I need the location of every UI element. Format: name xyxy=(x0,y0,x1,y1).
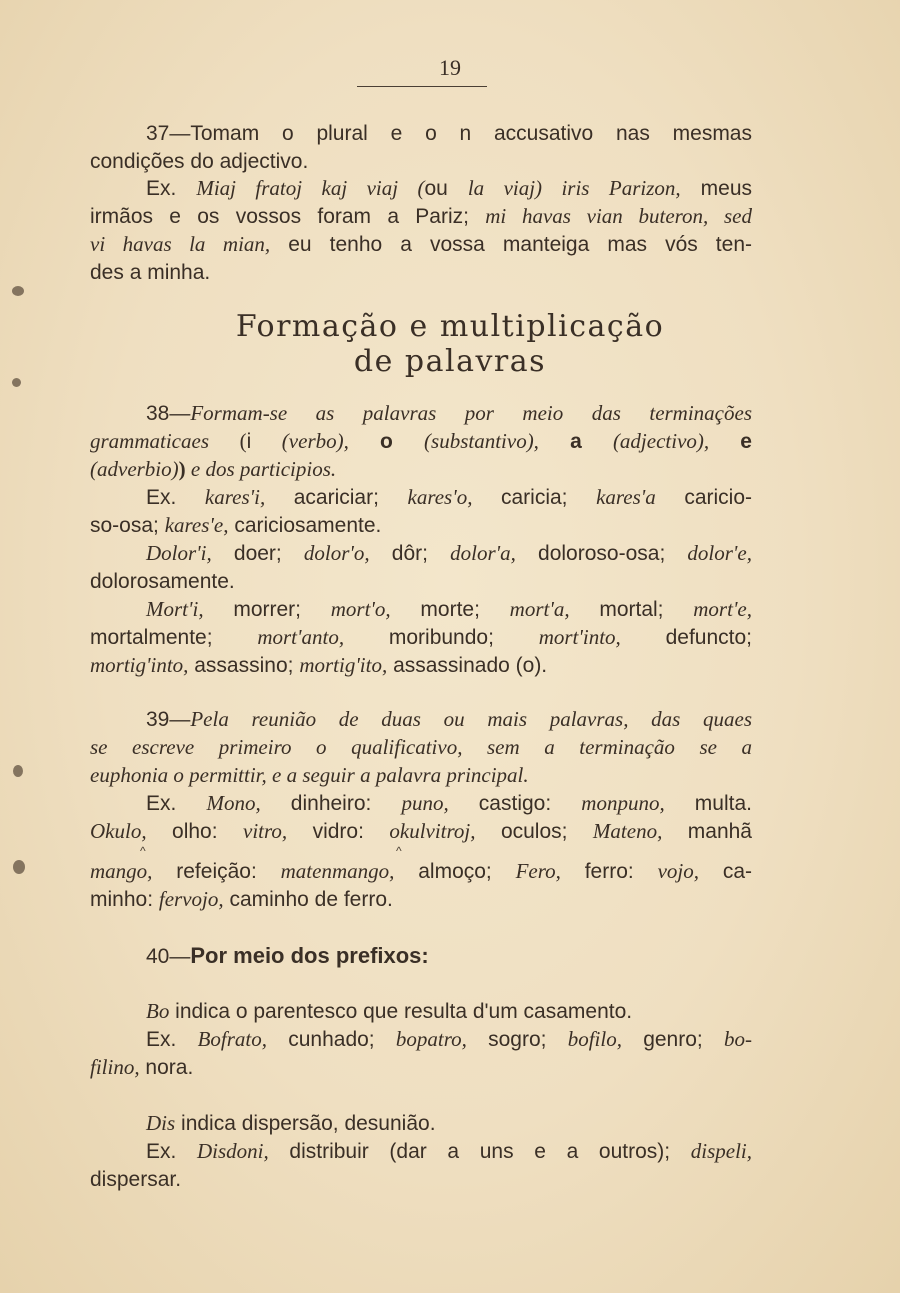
p38-line-8: Mort'i, morrer; mort'o, morte; mort'a, mortal; mort'e, xyxy=(146,597,752,621)
p38-line-3: (adverbio)) e dos participios. xyxy=(90,457,337,481)
p40-dis-line-2: Ex. Disdoni, distribuir (dar a uns e a outros); dispeli, xyxy=(146,1139,752,1163)
p37-line-4: irmãos e os vossos foram a Pariz; mi havas vian buteron, sed xyxy=(90,204,752,228)
p40-bo-line-2: Ex. Bofrato, cunhado; bopatro, sogro; bofilo, genro; bo- xyxy=(146,1027,752,1051)
p37-line-2: condições do adjectivo. xyxy=(90,150,309,173)
p39-line-6: mango, refeição: matenmango, almoço; Fero, ferro: vojo, ca- xyxy=(90,859,752,883)
p40-bo-line-3: filino, nora. xyxy=(90,1055,194,1079)
section-heading-line-2: de palavras xyxy=(353,344,547,379)
p40-dis-line-3: dispersar. xyxy=(90,1168,182,1191)
p37-line-6: des a minha. xyxy=(90,261,211,284)
paper-spot xyxy=(13,860,25,874)
p39-line-5: Okulo, olho: vitro, vidro: okulvitroj, oculos; Mateno, manhã xyxy=(90,819,752,843)
circumflex-mark-2: ^ xyxy=(396,844,402,858)
paper-spot xyxy=(12,286,24,296)
p39-line-4: Ex. Mono, dinheiro: puno, castigo: monpuno, multa. xyxy=(146,791,752,815)
p39-line-7: minho: fervojo, caminho de ferro. xyxy=(90,887,393,911)
page-number: 19 xyxy=(439,55,461,80)
paper-spot xyxy=(12,378,21,387)
p37-line-1: 37—Tomam o plural e o n accusativo nas mesmas xyxy=(146,122,752,145)
paper-spot xyxy=(13,765,23,777)
page-number-rule xyxy=(357,86,487,87)
p38-line-1: 38—Formam-se as palavras por meio das terminações xyxy=(146,401,752,425)
p38-line-7: dolorosamente. xyxy=(90,570,235,593)
p38-line-9: mortalmente; mort'anto, moribundo; mort'into, defuncto; xyxy=(90,625,752,649)
p40-bo-line-1: Bo indica o parentesco que resulta d'um casamento. xyxy=(146,999,633,1023)
p38-line-10: mortig'into, assassino; mortig'ito, assassinado (o). xyxy=(90,653,548,677)
p39-line-3: euphonia o permittir, e a seguir a palavra principal. xyxy=(90,763,529,787)
p38-line-5: so-osa; kares'e, cariciosamente. xyxy=(90,513,382,537)
circumflex-mark-1: ^ xyxy=(140,844,146,858)
p39-line-2: se escreve primeiro o qualificativo, sem a terminação se a xyxy=(90,735,752,759)
p40-dis-line-1: Dis indica dispersão, desunião. xyxy=(146,1111,436,1135)
p38-line-6: Dolor'i, doer; dolor'o, dôr; dolor'a, doloroso-osa; dolor'e, xyxy=(146,541,752,565)
p37-line-3: Ex. Miaj fratoj kaj viaj (ou la viaj) iris Parizon, meus xyxy=(146,176,753,200)
p38-line-2: grammaticaes (i (verbo), o (substantivo), a (adjectivo), e xyxy=(90,429,752,453)
p40-heading: 40—Por meio dos prefixos: xyxy=(146,943,429,968)
section-heading-line-1: Formação e multiplicação xyxy=(235,309,665,344)
p38-line-4: Ex. kares'i, acariciar; kares'o, caricia; kares'a caricio- xyxy=(146,485,753,509)
p39-line-1: 39—Pela reunião de duas ou mais palavras, das quaes xyxy=(146,707,752,731)
p37-line-5: vi havas la mian, eu tenho a vossa manteiga mas vós ten- xyxy=(90,232,752,256)
